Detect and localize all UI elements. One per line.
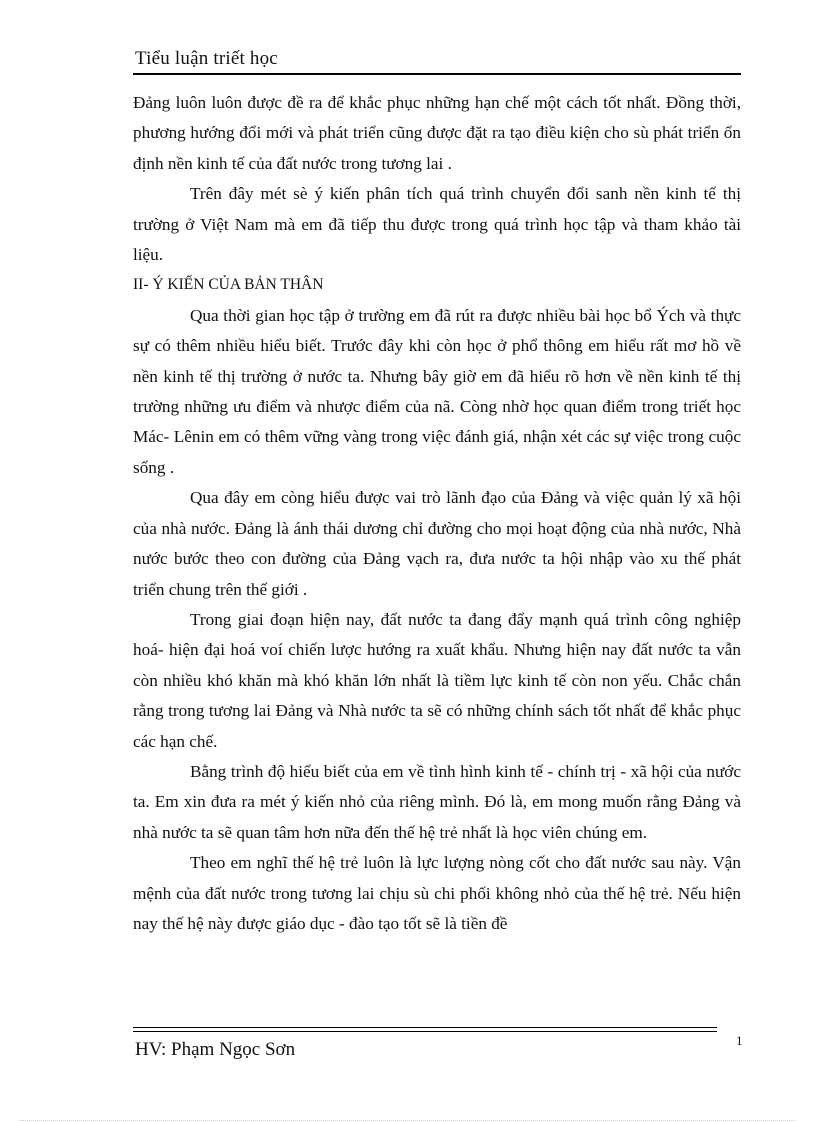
paragraph: Bằng trình độ hiểu biết của em về tình hình kinh tế - chính trị - xã hội của nước ta. Em xin đưa ra mét ý kiến nhỏ của riêng mình. Đó là, em mong muốn rằng Đảng và nhà nước ta sẽ quan tâm hơn nữa đến thế hệ trẻ nhất là học viên chúng em.	[133, 761, 741, 842]
paragraph: Đảng luôn luôn được đề ra để khắc phục những hạn chế một cách tốt nhất. Đồng thời, phương hướng đổi mới và phát triển cũng được đặt ra tạo điều kiện cho sù phát triển ổn định nền kinh tế của đất nước trong tương lai .	[133, 93, 741, 173]
paragraph: Trong giai đoạn hiện nay, đất nước ta đang đẩy mạnh quá trình công nghiệp hoá- hiện đại hoá voí chiến lược hướng ra xuất khẩu. Nhưng hiện nay đất nước ta vẫn còn nhiều khó khăn mà khó khăn lớn nhất là tiềm lực kinh tế còn non yếu. Chắc chắn rằng trong tương lai Đảng và Nhà nước ta sẽ có những chính sách tốt nhất để khắc phục các hạn chế.	[133, 609, 741, 751]
paragraph: Trên đây mét sè ý kiến phân tích quá trình chuyển đổi sanh nền kinh tế thị trường ở Việt Nam mà em đã tiếp thu được trong quá trình học tập và tham khảo tài liệu.	[133, 184, 741, 265]
page-number: 1	[736, 1033, 743, 1048]
footer-author: HV: Phạm Ngọc Sơn	[135, 1039, 296, 1060]
paragraph: Qua thời gian học tập ở trường em đã rút ra được nhiều bài học bổ Ých và thực sự có thêm nhiều hiểu biết. Trước đây khi còn học ở phổ thông em hiểu rất mơ hồ về nền kinh tế thị trường ở nước ta. Nhưng bây giờ em đã hiểu rõ hơn về nền kinh tế thị trường những ưu điểm và nhược điểm của nã. Còng nhờ học quan điểm trong triết học Mác- Lênin em có thêm vững vàng trong việc đánh giá, nhận xét các sự việc trong cuộc sống .	[133, 305, 741, 477]
paragraph: Theo em nghĩ thế hệ trẻ luôn là lực lượng nòng cốt cho đất nước sau này. Vận mệnh của đất nước trong tương lai chịu sù chi phối không nhỏ của thế hệ trẻ. Nếu hiện nay thế hệ này được giáo dục - đào tạo tốt sẽ là tiền đề	[133, 853, 741, 933]
paragraph: Qua đây em còng hiểu được vai trò lãnh đạo của Đảng và việc quản lý xã hội của nhà nước. Đảng là ánh thái dương chỉ đường cho mọi hoạt động của nhà nước, Nhà nước bước theo con đường của Đảng vạch ra, đưa nước ta hội nhập vào xu thế phát triển chung trên thế giới .	[133, 488, 741, 599]
document-body	[133, 88, 741, 939]
header-rule	[133, 73, 741, 75]
page-edge	[20, 1120, 796, 1121]
footer-rule	[133, 1027, 717, 1032]
section-heading: II- Ý KIẾN CỦA BẢN THÂN	[133, 276, 324, 294]
header-title: Tiểu luận triết học	[135, 48, 278, 69]
